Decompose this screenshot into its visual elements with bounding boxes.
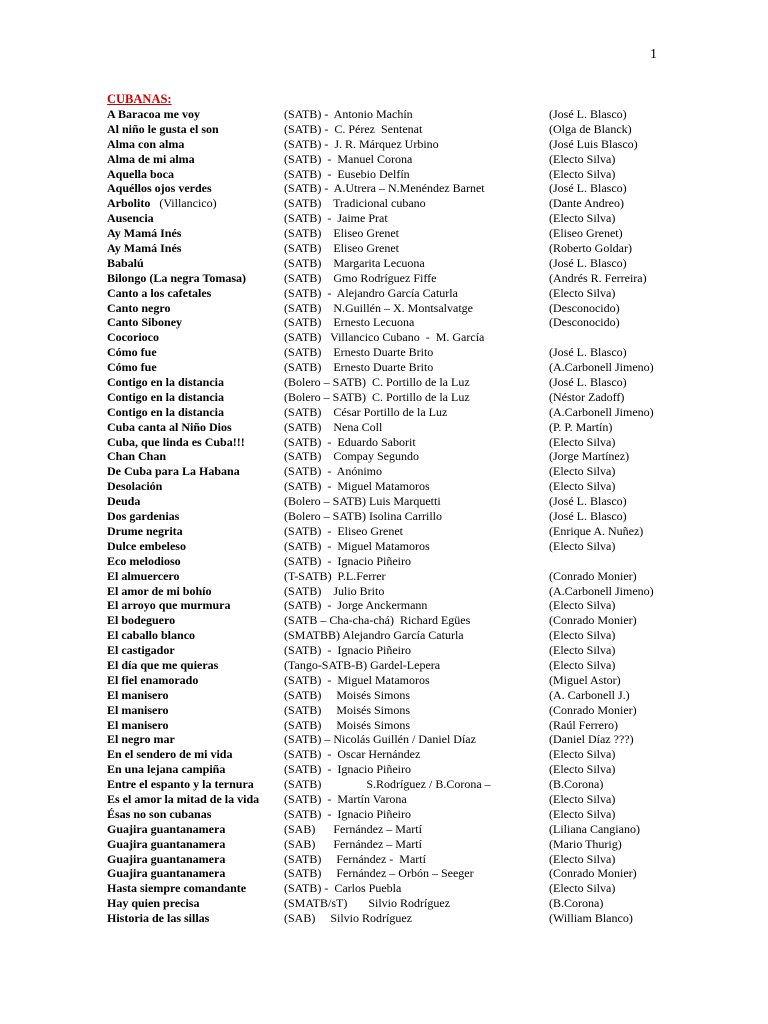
song-row	[107, 152, 727, 167]
song-title-text: Contigo en la distancia	[107, 404, 225, 419]
song-title-text: El manisero	[107, 687, 169, 702]
voicing-composer: (SATB) Ernesto Duarte Brito	[284, 360, 434, 375]
arranger: (Dante Andreo)	[549, 196, 624, 211]
arranger: (Conrado Monier)	[549, 613, 637, 628]
song-title-text: El fiel enamorado	[107, 672, 199, 687]
song-row	[107, 181, 727, 196]
voicing-composer: (SATB) Fernández – Orbón – Seeger	[284, 866, 474, 881]
page-number: 1	[650, 47, 657, 62]
song-row	[107, 688, 727, 703]
song-row	[107, 584, 727, 599]
arranger: (Electo Silva)	[549, 791, 616, 806]
song-title-text: Al niño le gusta el son	[107, 121, 219, 136]
arranger: (Electo Silva)	[549, 166, 616, 181]
song-title-text: Cuba canta al Niño Dios	[107, 419, 232, 434]
song-title-text: Desolación	[107, 479, 163, 494]
song-title-text: Cómo fue	[107, 345, 157, 360]
song-title	[107, 107, 200, 122]
song-title	[107, 360, 157, 375]
arranger: (Electo Silva)	[549, 881, 616, 896]
voicing-composer: (SATB) - Ignacio Piñeiro	[284, 553, 411, 568]
song-title	[107, 837, 225, 852]
song-title	[107, 613, 175, 628]
song-title-text: El almuercero	[107, 568, 180, 583]
voicing-composer: (SATB) N.Guillén – X. Montsalvatge	[284, 300, 473, 315]
voicing-composer: (SATB) - Miguel Matamoros	[284, 538, 430, 553]
song-title	[107, 435, 245, 450]
arranger: (Néstor Zadoff)	[549, 389, 625, 404]
song-title	[107, 345, 157, 360]
voicing-composer: (SATB) Nena Coll	[284, 419, 383, 434]
voicing-composer: (SATB) - Manuel Corona	[284, 151, 413, 166]
song-title-text: Ay Mamá Inés	[107, 241, 182, 256]
arranger: (A.Carbonell Jimeno)	[549, 583, 654, 598]
song-title-text: Ausencia	[107, 211, 154, 226]
voicing-composer: (SAB) Fernández – Martí	[284, 821, 422, 836]
song-title	[107, 464, 240, 479]
song-title-text: Drume negrita	[107, 523, 183, 538]
song-title	[107, 673, 198, 688]
arranger: (Eliseo Grenet)	[549, 226, 623, 241]
song-title	[107, 122, 219, 137]
voicing-composer: (SATB) - Ignacio Piñeiro	[284, 762, 411, 777]
arranger: (Conrado Monier)	[549, 702, 637, 717]
voicing-composer: (SATB) - Eliseo Grenet	[284, 523, 403, 538]
song-title	[107, 911, 209, 926]
song-row	[107, 673, 727, 688]
song-title	[107, 301, 170, 316]
voicing-composer: (SATB) - Jaime Prat	[284, 211, 388, 226]
song-row	[107, 211, 727, 226]
song-title-text: Guajira guantanamera	[107, 821, 226, 836]
voicing-composer: (SATB) - Alejandro García Caturla	[284, 285, 458, 300]
voicing-composer: (SATB) - Oscar Hernández	[284, 747, 421, 762]
voicing-composer: (SATB) - Miguel Matamoros	[284, 672, 430, 687]
voicing-composer: (Tango-SATB-B) Gardel-Lepera	[284, 657, 441, 672]
song-title-text: Canto a los cafetales	[107, 285, 212, 300]
song-title-text: De Cuba para La Habana	[107, 464, 240, 479]
voicing-composer: (SATB) Ernesto Lecuona	[284, 315, 415, 330]
arranger: (William Blanco)	[549, 911, 633, 926]
song-title	[107, 718, 168, 733]
song-title-text: Guajira guantanamera	[107, 851, 226, 866]
song-title-text: Dos gardenias	[107, 509, 180, 524]
song-title	[107, 152, 195, 167]
voicing-composer: (Bolero – SATB) C. Portillo de la Luz	[284, 389, 470, 404]
song-title-text: Contigo en la distancia	[107, 389, 225, 404]
voicing-composer: (SATB) Moisés Simons	[284, 702, 411, 717]
arranger: (A.Carbonell Jimeno)	[549, 404, 654, 419]
arranger: (José L. Blasco)	[549, 345, 627, 360]
arranger: (Olga de Blanck)	[549, 121, 632, 136]
song-title-text: Ay Mamá Inés	[107, 226, 182, 241]
song-title	[107, 792, 259, 807]
song-title	[107, 449, 166, 464]
voicing-composer: (SMATB/sT) Silvio Rodríguez	[284, 896, 451, 911]
arranger: (P. P. Martín)	[549, 419, 613, 434]
song-row	[107, 658, 727, 673]
voicing-composer: (SATB) - Miguel Matamoros	[284, 479, 430, 494]
arranger: (Electo Silva)	[549, 762, 616, 777]
arranger: (B.Corona)	[549, 896, 604, 911]
song-row	[107, 643, 727, 658]
song-title	[107, 524, 183, 539]
voicing-composer: (SAB) Silvio Rodríguez	[284, 911, 412, 926]
song-row	[107, 866, 727, 881]
song-title	[107, 539, 186, 554]
song-title	[107, 896, 199, 911]
voicing-composer: (SATB) Moisés Simons	[284, 687, 411, 702]
song-title	[107, 822, 225, 837]
song-row	[107, 167, 727, 182]
song-row	[107, 420, 727, 435]
song-title-text: Hasta siempre comandante	[107, 881, 247, 896]
song-row	[107, 718, 727, 733]
voicing-composer: (SATB) Compay Segundo	[284, 449, 419, 464]
song-title-text: Canto negro	[107, 300, 171, 315]
song-title	[107, 211, 154, 226]
arranger: (Electo Silva)	[549, 851, 616, 866]
song-title	[107, 688, 168, 703]
song-title	[107, 777, 254, 792]
song-row	[107, 479, 727, 494]
song-row	[107, 509, 727, 524]
song-title-text: Cocorioco	[107, 330, 159, 345]
song-row	[107, 301, 727, 316]
arranger: (José L. Blasco)	[549, 375, 627, 390]
voicing-composer: (T-SATB) P.L.Ferrer	[284, 568, 386, 583]
song-row	[107, 345, 727, 360]
song-title	[107, 226, 181, 241]
song-title	[107, 732, 175, 747]
voicing-composer: (Bolero – SATB) C. Portillo de la Luz	[284, 375, 470, 390]
song-title	[107, 256, 144, 271]
voicing-composer: (SAB) Fernández – Martí	[284, 836, 422, 851]
arranger: (Electo Silva)	[549, 479, 616, 494]
song-title	[107, 271, 246, 286]
song-title	[107, 747, 232, 762]
arranger: (A. Carbonell J.)	[549, 687, 630, 702]
arranger: (Jorge Martínez)	[549, 449, 630, 464]
arranger: (Conrado Monier)	[549, 866, 637, 881]
song-title-text: El manisero	[107, 702, 169, 717]
song-title	[107, 807, 211, 822]
song-title	[107, 479, 162, 494]
song-title	[107, 703, 168, 718]
arranger: (Electo Silva)	[549, 285, 616, 300]
voicing-composer: (SATB) Julio Brito	[284, 583, 385, 598]
song-title-text: Arbolito	[107, 196, 151, 211]
song-row	[107, 241, 727, 256]
arranger: (Enrique A. Nuñez)	[549, 523, 644, 538]
arranger: (José L. Blasco)	[549, 181, 627, 196]
song-row	[107, 911, 727, 926]
voicing-composer: (SATB) Eliseo Grenet	[284, 241, 399, 256]
song-title	[107, 658, 218, 673]
song-title	[107, 762, 225, 777]
voicing-composer: (SATB) S.Rodríguez / B.Corona –	[284, 777, 491, 792]
song-row	[107, 286, 727, 301]
arranger: (Electo Silva)	[549, 434, 616, 449]
song-row	[107, 315, 727, 330]
arranger: (Mario Thurig)	[549, 836, 622, 851]
section-heading: CUBANAS:	[107, 92, 172, 106]
song-title	[107, 852, 225, 867]
song-row	[107, 539, 727, 554]
arranger: (Miguel Astor)	[549, 672, 621, 687]
song-title-text: Contigo en la distancia	[107, 375, 225, 390]
song-row	[107, 881, 727, 896]
arranger: (José L. Blasco)	[549, 255, 627, 270]
arranger: (B.Corona)	[549, 777, 604, 792]
song-row	[107, 435, 727, 450]
song-title-text: Bilongo (La negra Tomasa)	[107, 270, 247, 285]
song-row	[107, 896, 727, 911]
song-list	[107, 107, 727, 926]
arranger: (Roberto Goldar)	[549, 241, 632, 256]
arranger: (José L. Blasco)	[549, 494, 627, 509]
voicing-composer: (SATB) - Jorge Anckermann	[284, 598, 428, 613]
song-title-text: El bodeguero	[107, 613, 176, 628]
song-title	[107, 390, 224, 405]
arranger: (Andrés R. Ferreira)	[549, 270, 647, 285]
song-title	[107, 330, 159, 345]
voicing-composer: (SATB) Gmo Rodríguez Fiffe	[284, 270, 437, 285]
song-title	[107, 196, 217, 211]
song-row	[107, 807, 727, 822]
song-title-text: Dulce embeleso	[107, 538, 186, 553]
song-row	[107, 405, 727, 420]
arranger: (Electo Silva)	[549, 628, 616, 643]
voicing-composer: (SATB) Villancico Cubano - M. García	[284, 330, 485, 345]
song-row	[107, 449, 727, 464]
song-title	[107, 509, 179, 524]
song-title	[107, 167, 174, 182]
arranger: (Daniel Díaz ???)	[549, 732, 634, 747]
song-row	[107, 390, 727, 405]
song-row	[107, 732, 727, 747]
song-title-text: Guajira guantanamera	[107, 836, 226, 851]
song-title-text: Chan Chan	[107, 449, 167, 464]
song-title-text: El arroyo que murmura	[107, 598, 231, 613]
voicing-composer: (SATB) - Martín Varona	[284, 791, 407, 806]
song-title	[107, 554, 181, 569]
voicing-composer: (SATB) Moisés Simons	[284, 717, 411, 732]
song-title-text: A Baracoa me voy	[107, 107, 200, 121]
song-title	[107, 181, 212, 196]
voicing-composer: (SATB) - Ignacio Piñeiro	[284, 643, 411, 658]
voicing-composer: (SATB) - A.Utrera – N.Menéndez Barnet	[284, 181, 485, 196]
song-title-text: El manisero	[107, 717, 169, 732]
voicing-composer: (SATB – Cha-cha-chá) Richard Egües	[284, 613, 471, 628]
song-title	[107, 598, 230, 613]
song-title	[107, 569, 180, 584]
arranger: (Electo Silva)	[549, 747, 616, 762]
song-row	[107, 360, 727, 375]
song-title-text: El castigador	[107, 643, 175, 658]
arranger: (José Luis Blasco)	[549, 136, 638, 151]
song-title-text: Alma con alma	[107, 136, 185, 151]
voicing-composer: (SATB) - Ignacio Piñeiro	[284, 806, 411, 821]
song-title-text: Canto Siboney	[107, 315, 183, 330]
song-row	[107, 494, 727, 509]
song-title	[107, 881, 246, 896]
song-title-text: Historia de las sillas	[107, 911, 210, 926]
song-title-text: Deuda	[107, 494, 141, 509]
song-row	[107, 703, 727, 718]
voicing-composer: (SATB) Fernández - Martí	[284, 851, 426, 866]
song-note: (Villancico)	[150, 196, 217, 211]
song-title-text: Aquella boca	[107, 166, 175, 181]
song-row	[107, 122, 727, 137]
song-row	[107, 822, 727, 837]
song-title	[107, 286, 211, 301]
song-title	[107, 643, 175, 658]
voicing-composer: (SMATBB) Alejandro García Caturla	[284, 628, 464, 643]
arranger: (A.Carbonell Jimeno)	[549, 360, 654, 375]
song-row	[107, 196, 727, 211]
song-row	[107, 762, 727, 777]
song-title-text: Hay quien precisa	[107, 896, 200, 911]
voicing-composer: (SATB) - J. R. Márquez Urbino	[284, 136, 439, 151]
arranger: (Conrado Monier)	[549, 568, 637, 583]
song-title-text: El amor de mi bohío	[107, 583, 212, 598]
song-title-text: En el sendero de mi vida	[107, 747, 233, 762]
voicing-composer: (SATB) Tradicional cubano	[284, 196, 426, 211]
voicing-composer: (Bolero – SATB) Isolina Carrillo	[284, 509, 442, 524]
song-row	[107, 837, 727, 852]
song-row	[107, 524, 727, 539]
voicing-composer: (SATB) - Eduardo Saborit	[284, 434, 416, 449]
song-title-text: En una lejana campiña	[107, 762, 226, 777]
song-row	[107, 554, 727, 569]
song-row	[107, 569, 727, 584]
voicing-composer: (SATB) - Anónimo	[284, 464, 383, 479]
song-row	[107, 256, 727, 271]
song-row	[107, 226, 727, 241]
song-title	[107, 420, 232, 435]
arranger: (Electo Silva)	[549, 538, 616, 553]
song-row	[107, 271, 727, 286]
song-row	[107, 628, 727, 643]
arranger: (Electo Silva)	[549, 657, 616, 672]
arranger: (Electo Silva)	[549, 151, 616, 166]
song-row	[107, 613, 727, 628]
song-title-text: Es el amor la mitad de la vida	[107, 791, 260, 806]
song-title	[107, 584, 211, 599]
song-title-text: El negro mar	[107, 732, 175, 747]
arranger: (Electo Silva)	[549, 806, 616, 821]
song-row	[107, 137, 727, 152]
song-row	[107, 598, 727, 613]
voicing-composer: (SATB) Margarita Lecuona	[284, 255, 425, 270]
song-title-text: Entre el espanto y la ternura	[107, 777, 254, 792]
voicing-composer: (SATB) - Carlos Puebla	[284, 881, 402, 896]
song-title-text: El caballo blanco	[107, 628, 196, 643]
song-row	[107, 852, 727, 867]
song-row	[107, 792, 727, 807]
arranger: (Liliana Cangiano)	[549, 821, 640, 836]
song-title	[107, 494, 140, 509]
voicing-composer: (SATB) – Nicolás Guillén / Daniel Díaz	[284, 732, 476, 747]
voicing-composer: (Bolero – SATB) Luis Marquetti	[284, 494, 441, 509]
voicing-composer: (SATB) César Portillo de la Luz	[284, 404, 448, 419]
arranger: (Electo Silva)	[549, 643, 616, 658]
song-row	[107, 330, 727, 345]
arranger: (Desconocido)	[549, 315, 620, 330]
song-title-text: Eco melodioso	[107, 553, 181, 568]
arranger: (Electo Silva)	[549, 598, 616, 613]
song-title-text: Babalú	[107, 255, 144, 270]
song-title	[107, 405, 224, 420]
voicing-composer: (SATB) Ernesto Duarte Brito	[284, 345, 434, 360]
song-title	[107, 866, 225, 881]
arranger: (Electo Silva)	[549, 464, 616, 479]
arranger: (Desconocido)	[549, 300, 620, 315]
voicing-composer: (SATB) - C. Pérez Sentenat	[284, 121, 423, 136]
song-row	[107, 747, 727, 762]
song-title-text: Guajira guantanamera	[107, 866, 226, 881]
song-title	[107, 137, 184, 152]
song-title-text: Ésas no son cubanas	[107, 806, 212, 821]
song-title-text: Aquéllos ojos verdes	[107, 181, 212, 196]
song-title-text: Cuba, que linda es Cuba!!!	[107, 434, 245, 449]
arranger: (José L. Blasco)	[549, 509, 627, 524]
song-title	[107, 628, 195, 643]
arranger: (Raúl Ferrero)	[549, 717, 618, 732]
voicing-composer: (SATB) - Antonio Machín	[284, 107, 413, 121]
song-title-text: El día que me quieras	[107, 657, 219, 672]
song-row	[107, 375, 727, 390]
voicing-composer: (SATB) Eliseo Grenet	[284, 226, 399, 241]
arranger: (Electo Silva)	[549, 211, 616, 226]
song-title	[107, 375, 224, 390]
arranger: (José L. Blasco)	[549, 107, 627, 121]
song-title	[107, 315, 182, 330]
voicing-composer: (SATB) - Eusebio Delfín	[284, 166, 410, 181]
song-title-text: Alma de mi alma	[107, 151, 195, 166]
song-title	[107, 241, 181, 256]
song-row	[107, 464, 727, 479]
song-row	[107, 777, 727, 792]
song-title-text: Cómo fue	[107, 360, 157, 375]
song-row	[107, 107, 727, 122]
